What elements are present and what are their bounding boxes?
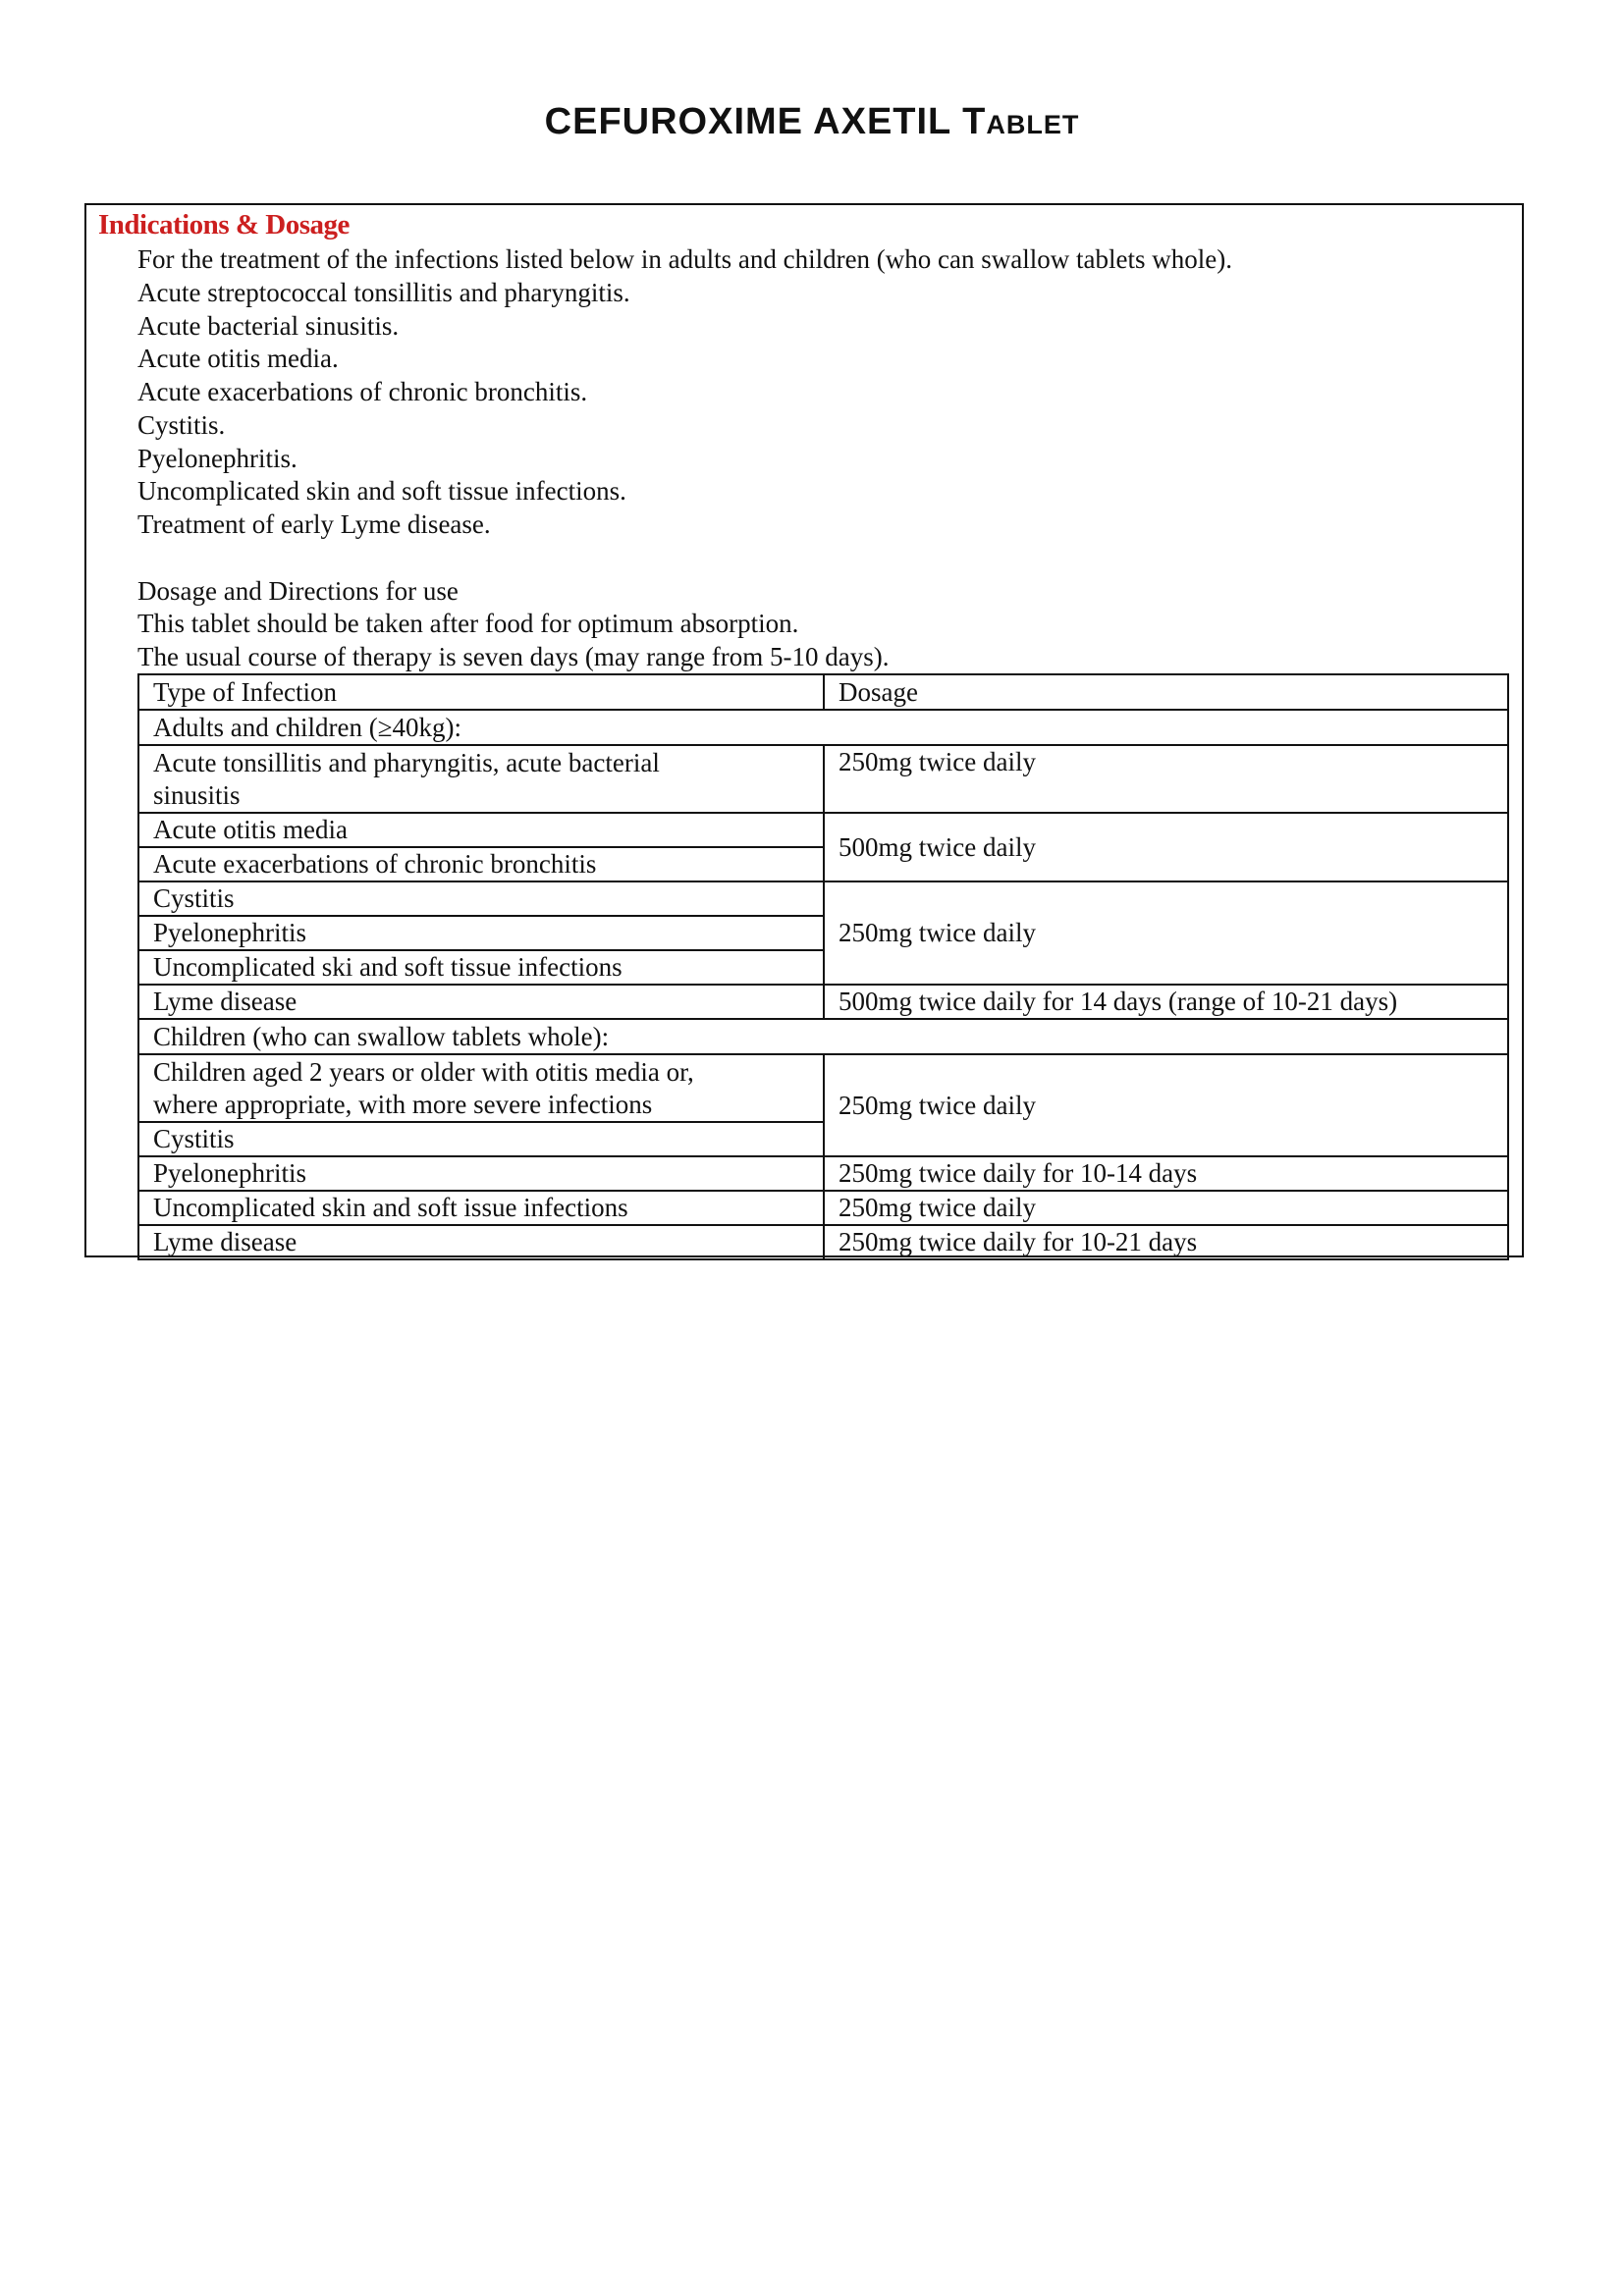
- dosage-cell: 250mg twice daily for 10-21 days: [824, 1225, 1508, 1259]
- infection-cell: Cystitis: [138, 881, 824, 916]
- header-infection: Type of Infection: [138, 674, 824, 710]
- table-group-row: [138, 710, 1508, 745]
- table-row: [138, 813, 1508, 847]
- indication-item: Treatment of early Lyme disease.: [137, 509, 491, 539]
- infection-cell: Uncomplicated ski and soft tissue infections: [138, 950, 824, 985]
- title-suffix: Tablet: [962, 101, 1080, 142]
- section-heading: Indications & Dosage: [98, 209, 350, 240]
- table-row: [138, 985, 1508, 1019]
- infection-cell: Pyelonephritis: [138, 916, 824, 950]
- table-row: [138, 1054, 1508, 1122]
- spacer-line: [137, 542, 1512, 575]
- infection-cell: Pyelonephritis: [138, 1156, 824, 1191]
- infection-cell: Lyme disease: [138, 985, 824, 1019]
- table-row: [138, 1225, 1508, 1259]
- dosage-cell: 250mg twice daily for 10-14 days: [824, 1156, 1508, 1191]
- infection-line: Acute tonsillitis and pharyngitis, acute bacterial: [153, 747, 660, 777]
- dosage-table: [137, 673, 1509, 1260]
- indication-item: Acute exacerbations of chronic bronchitis.: [137, 377, 588, 406]
- infection-cell: Acute otitis media: [138, 813, 824, 847]
- dosage-cell: 250mg twice daily: [824, 881, 1508, 985]
- infection-line: sinusitis: [153, 779, 241, 810]
- infection-cell: Lyme disease: [138, 1225, 824, 1259]
- infection-cell: Acute exacerbations of chronic bronchitis: [138, 847, 824, 881]
- indication-item: Acute bacterial sinusitis.: [137, 310, 400, 341]
- infection-line: where appropriate, with more severe infections: [153, 1089, 653, 1119]
- dosage-direction: The usual course of therapy is seven days (may range from 5-10 days).: [137, 642, 890, 671]
- dosage-cell: 250mg twice daily: [824, 1191, 1508, 1225]
- table-group-row: [138, 1019, 1508, 1054]
- infection-cell: [138, 1054, 824, 1122]
- dosage-cell: 250mg twice daily: [824, 1054, 1508, 1156]
- table-row: [138, 745, 1508, 813]
- infection-cell: [138, 745, 824, 813]
- indication-item: Cystitis.: [137, 409, 226, 440]
- table-row: [138, 881, 1508, 916]
- indications-intro: For the treatment of the infections listed below in adults and children (who can swallow tablets whole).: [137, 244, 1232, 274]
- infection-line: Children aged 2 years or older with otitis media or,: [153, 1056, 694, 1087]
- dosage-cell: 500mg twice daily for 14 days (range of 10-21 days): [824, 985, 1508, 1019]
- indication-item: Acute otitis media.: [137, 344, 339, 374]
- infection-cell: Uncomplicated skin and soft issue infections: [138, 1191, 824, 1225]
- dosage-cell: 250mg twice daily: [824, 745, 1508, 813]
- dosage-table-wrap: [137, 673, 1509, 1260]
- indication-item: Uncomplicated skin and soft tissue infections.: [137, 476, 626, 507]
- adults-group-label: Adults and children (≥40kg):: [138, 710, 1508, 745]
- dosage-subheading: Dosage and Directions for use: [137, 575, 459, 606]
- title-main: CEFUROXIME AXETIL: [544, 101, 963, 142]
- header-dosage: Dosage: [824, 674, 1508, 710]
- indication-item: Acute streptococcal tonsillitis and pharyngitis.: [137, 277, 630, 307]
- infection-cell: Cystitis: [138, 1122, 824, 1156]
- page-title: [0, 92, 1624, 151]
- dosage-direction: This tablet should be taken after food for optimum absorption.: [137, 609, 799, 639]
- indications-text: [137, 243, 1512, 674]
- table-header-row: [138, 674, 1508, 710]
- table-row: [138, 1191, 1508, 1225]
- dosage-cell: 500mg twice daily: [824, 813, 1508, 881]
- indication-item: Pyelonephritis.: [137, 443, 298, 473]
- table-row: [138, 1156, 1508, 1191]
- children-group-label: Children (who can swallow tablets whole):: [138, 1019, 1508, 1054]
